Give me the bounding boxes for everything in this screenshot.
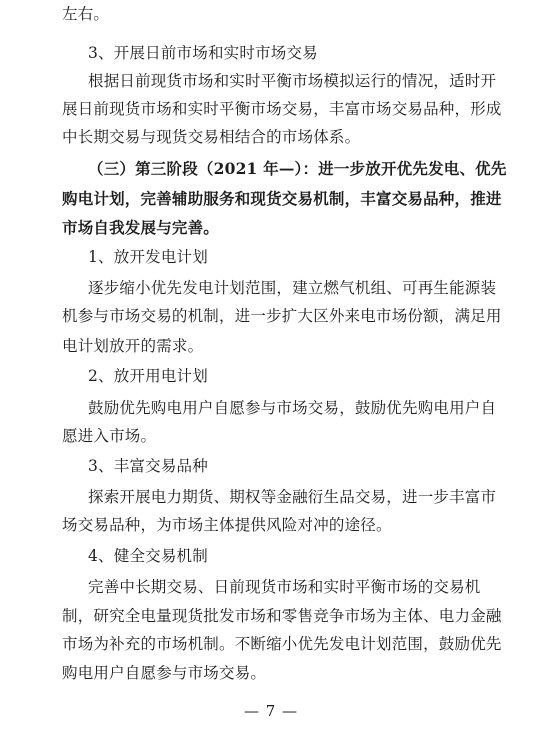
stage-heading: （三）第三阶段（2021 年—）：进一步放开优先发电、优先 <box>88 159 507 178</box>
section-heading: 3、丰富交易品种 <box>88 457 208 475</box>
paragraph-line: 左右。 <box>62 5 110 23</box>
paragraph-line: 完善中长期交易、日前现货市场和实时平衡市场的交易机 <box>88 578 481 596</box>
paragraph-line: 展日前现货市场和实时平衡市场交易，丰富市场交易品种，形成 <box>62 100 502 118</box>
page-number: — 7 — <box>243 702 299 720</box>
paragraph-line: 鼓励优先购电用户自愿参与市场交易，鼓励优先购电用户自 <box>88 399 497 417</box>
paragraph-line: 探索开展电力期货、期权等金融衍生品交易，进一步丰富市 <box>88 488 497 506</box>
section-heading: 2、放开用电计划 <box>88 367 208 385</box>
paragraph-line: 制，研究全电量现货批发市场和零售竞争市场为主体、电力金融 <box>62 607 502 625</box>
paragraph-line: 中长期交易与现货交易相结合的市场体系。 <box>62 128 361 146</box>
section-heading: 1、放开发电计划 <box>88 248 208 266</box>
paragraph-line: 愿进入市场。 <box>62 427 157 445</box>
paragraph-line: 购电用户自愿参与市场交易。 <box>62 664 267 682</box>
paragraph-line: 电计划放开的需求。 <box>62 337 204 355</box>
paragraph-line: 市场为补充的市场机制。不断缩小优先发电计划范围，鼓励优先 <box>62 635 502 653</box>
section-heading: 4、健全交易机制 <box>88 547 208 565</box>
paragraph-line: 场交易品种，为市场主体提供风险对冲的途径。 <box>62 516 392 534</box>
paragraph-line: 机参与市场交易的机制，进一步扩大区外来电市场份额，满足用 <box>62 307 502 325</box>
section-heading: 3、开展日前市场和实时市场交易 <box>88 44 318 62</box>
paragraph-line: 逐步缩小优先发电计划范围，建立燃气机组、可再生能源装 <box>88 279 497 297</box>
paragraph-line: 根据日前现货市场和实时平衡市场模拟运行的情况，适时开 <box>88 72 497 90</box>
stage-heading: 市场自我发展与完善。 <box>62 218 220 237</box>
stage-heading: 购电计划，完善辅助服务和现货交易机制，丰富交易品种，推进 <box>62 189 502 208</box>
